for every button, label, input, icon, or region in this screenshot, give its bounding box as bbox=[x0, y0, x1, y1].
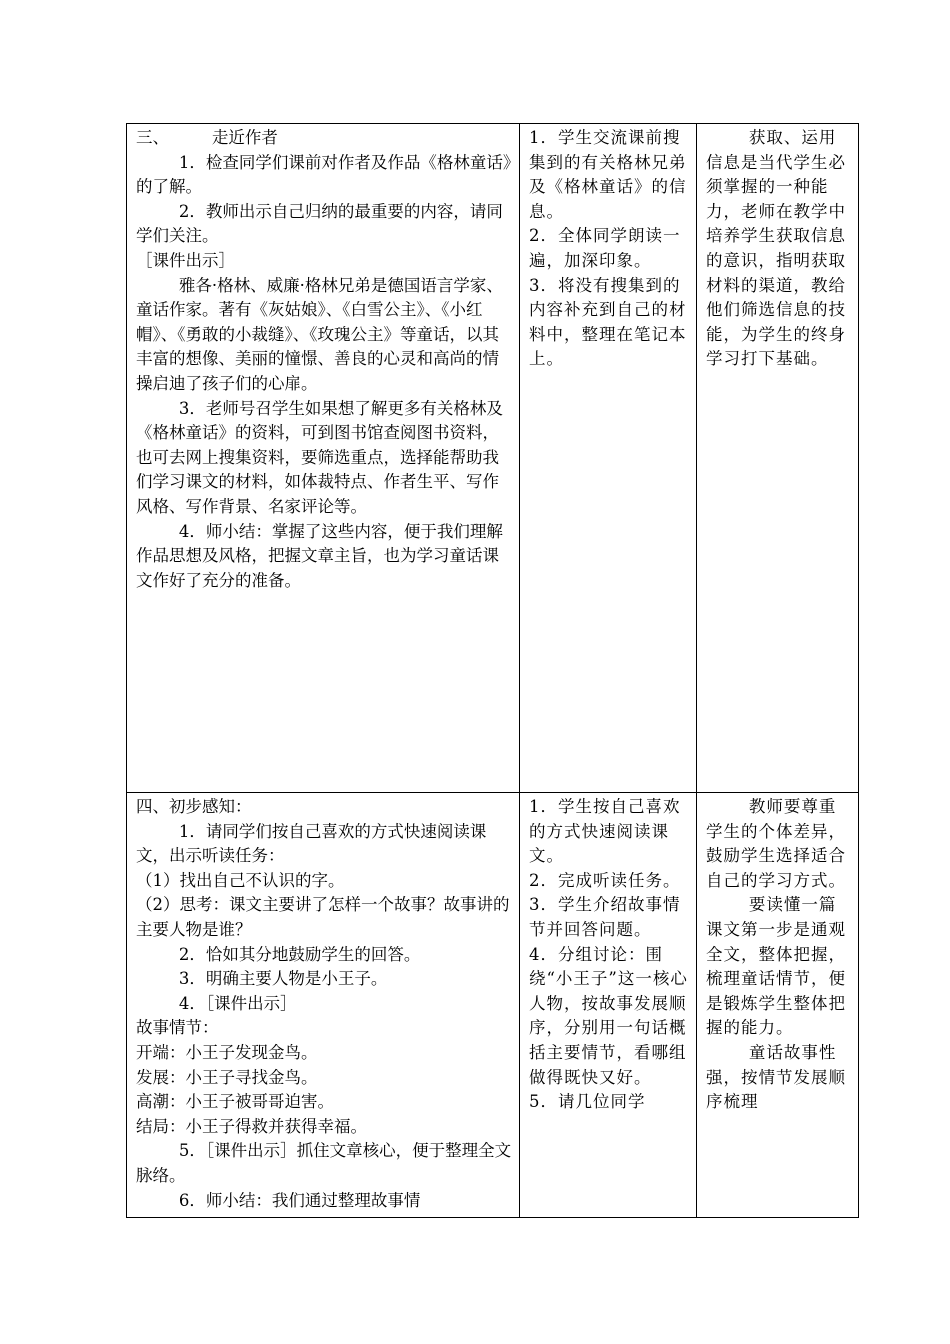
paragraph: 1．检查同学们课前对作者及作品《格林童话》的了解。 bbox=[136, 152, 512, 197]
paragraph: 6．师小结：我们通过整理故事情 bbox=[178, 1190, 421, 1210]
task-item: （1）找出自己不认识的字。 bbox=[136, 870, 345, 890]
design-intent-cell bbox=[697, 793, 859, 1218]
design-intent-cell bbox=[697, 124, 859, 793]
section-heading: 四、初步感知： bbox=[136, 797, 252, 816]
paragraph: 3．学生介绍故事情节并回答问题。 bbox=[529, 895, 681, 939]
student-activity-cell bbox=[520, 124, 697, 793]
table-row-section-4 bbox=[127, 793, 859, 1218]
paragraph: 2．全体同学朗读一遍，加深印象。 bbox=[529, 226, 681, 270]
paragraph: 童话故事性强，按情节发展顺序梳理 bbox=[706, 1042, 846, 1112]
teacher-activity-cell bbox=[127, 124, 520, 793]
plot-item: 结局：小王子得救并获得幸福。 bbox=[136, 1116, 367, 1136]
paragraph: 3．老师号召学生如果想了解更多有关格林及《格林童话》的资料，可到图书馆查阅图书资料，也可去网上搜集资料，要筛选重点，选择能帮助我们学习课文的材料，如体裁特点、作者生平、写作风格、写作背景、名家评论等。 bbox=[136, 398, 503, 516]
lesson-plan-table bbox=[126, 123, 859, 1218]
paragraph: 2．恰如其分地鼓励学生的回答。 bbox=[178, 944, 421, 964]
paragraph: 4．分组讨论：围绕“小王子”这一核心人物，按故事发展顺序，分别用一句话概括主要情节，看哪组做得既快又好。 bbox=[529, 944, 688, 1087]
plot-title: 故事情节： bbox=[136, 1018, 219, 1038]
table-row-section-3 bbox=[127, 124, 859, 793]
paragraph: 1．学生交流课前搜集到的有关格林兄弟及《格林童话》的信息。 bbox=[529, 128, 687, 221]
student-activity-cell bbox=[520, 793, 697, 1218]
paragraph: 4．师小结：掌握了这些内容，便于我们理解作品思想及风格，把握文章主旨，也为学习童话课文作好了充分的准备。 bbox=[136, 521, 503, 590]
paragraph: 5．请几位同学 bbox=[529, 1092, 646, 1112]
plot-item: 发展：小王子寻找金鸟。 bbox=[136, 1067, 318, 1087]
paragraph: 4．［课件出示］ bbox=[178, 993, 297, 1013]
paragraph: 2．教师出示自己归纳的最重要的内容，请同学们关注。 bbox=[136, 201, 503, 246]
paragraph: 要读懂一篇课文第一步是通观全文，整体把握，梳理童话情节，便是锻炼学生整体把握的能力。 bbox=[706, 895, 846, 1038]
paragraph: 2．完成听读任务。 bbox=[529, 870, 681, 890]
paragraph: 3．明确主要人物是小王子。 bbox=[178, 969, 388, 989]
plot-item: 高潮：小王子被哥哥迫害。 bbox=[136, 1092, 334, 1112]
paragraph: 1．学生按自己喜欢的方式快速阅读课文。 bbox=[529, 797, 681, 866]
plot-item: 开端：小王子发现金鸟。 bbox=[136, 1042, 318, 1062]
author-intro-paragraph: 雅各·格林、威廉·格林兄弟是德国语言学家、童话作家。著有《灰姑娘》、《白雪公主》、《小红帽》、《勇敢的小裁缝》、《玫瑰公主》等童话，以其丰富的想像、美丽的憧憬、善良的心灵和高尚的情操启迪了孩子们的心扉。 bbox=[136, 275, 503, 393]
paragraph: 5．［课件出示］抓住文章核心，便于整理全文脉络。 bbox=[136, 1141, 512, 1185]
courseware-tag: ［课件出示］ bbox=[136, 250, 235, 270]
paragraph: 教师要尊重学生的个体差异，鼓励学生选择适合自己的学习方式。 bbox=[706, 797, 846, 890]
task-item: （2）思考：课文主要讲了怎样一个故事？故事讲的主要人物是谁？ bbox=[136, 895, 510, 939]
paragraph: 获取、运用信息是当代学生必须掌握的一种能力，老师在教学中培养学生获取信息的意识，指明获取材料的渠道，教给他们筛选信息的技能，为学生的终身学习打下基础。 bbox=[706, 128, 846, 369]
paragraph: 1．请同学们按自己喜欢的方式快速阅读课文，出示听读任务： bbox=[136, 821, 487, 866]
teacher-activity-cell bbox=[127, 793, 520, 1218]
section-heading: 三、 走近作者 bbox=[136, 128, 278, 147]
paragraph: 3．将没有搜集到的内容补充到自己的材料中，整理在笔记本上。 bbox=[529, 275, 687, 369]
